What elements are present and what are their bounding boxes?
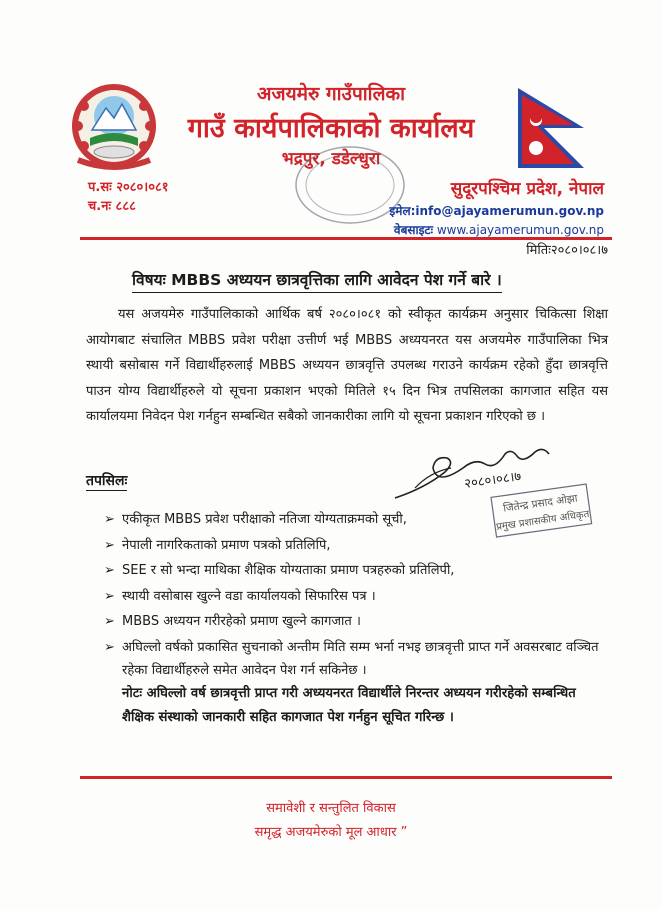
notice-body: [86, 302, 608, 430]
list-item-text: नेपाली नागरिकताको प्रमाण पत्रको प्रतिलिपि,: [122, 537, 331, 553]
arrow-bullet-icon: ➢: [104, 614, 115, 630]
office-location: भद्रपुर, डडेल्धुरा: [281, 149, 381, 169]
signature-date: २०८०।०८।७: [463, 469, 523, 492]
list-item: [104, 636, 614, 682]
arrow-bullet-icon: ➢: [104, 588, 115, 604]
arrow-bullet-icon: ➢: [104, 563, 115, 579]
requirements-list: [104, 508, 614, 685]
list-item: [104, 534, 614, 557]
list-item-text: अघिल्लो वर्षको प्रकासित सुचनाको अन्तीम मिति सम्म भर्ना नभइ छात्रवृत्ती प्राप्त गर्ने अवसरबाट वञ्चित रहेका विद्यार्थीहरुले समेत आवेदन पेश गर्न सकिनेछ ।: [122, 639, 599, 678]
officer-name: जितेन्द्र प्रसाद ओझा: [502, 492, 579, 515]
list-item: [104, 559, 614, 582]
arrow-bullet-icon: ➢: [104, 639, 115, 655]
province-name: सुदूरपश्चिम प्रदेश, नेपाल: [450, 179, 604, 199]
body-paragraph: यस अजयमेरु गाउँपालिकाको आर्थिक बर्ष २०८०।०८१ को स्वीकृत कार्यक्रम अनुसार चिकित्सा शिक्षा आयोगबाट संचालित MBBS प्रवेश परीक्षा उत्तीर्ण भई MBBS अध्ययनरत यस अजयमेरु गाउँपालिका भित्र स्थायी बसोबास गर्ने विद्यार्थीहरुलाई MBBS अध्ययन छात्रवृत्ति उपलब्ध गराउने कार्यक्रम रहेको हुँदा छात्रवृत्ति पाउन योग्य विद्यार्थीहरुले यो सूचना प्रकाशन भएको मितिले १५ दिन भित्र तपसिलका कागजात सहित यस कार्यालयमा निवेदन पेश गर्नहुन सम्बन्धित सबैको जानकारीका लागि यो सूचना प्रकाशन गरिएको छ ।: [86, 307, 608, 424]
list-item-text: MBBS अध्ययन गरीरहेको प्रमाण खुल्ने कागजात ।: [122, 614, 361, 630]
letter-date: मितिः२०८०।०८।७: [526, 243, 608, 258]
dispatch-number: च.नः ८८८: [88, 199, 136, 214]
website-line: [394, 221, 604, 238]
footer-slogan-line2: समृद्ध अजयमेरुको मूल आधार ”: [254, 825, 408, 840]
website-label: वेबसाइटः: [393, 223, 434, 237]
arrow-bullet-icon: ➢: [104, 512, 115, 527]
nepal-flag-icon: [514, 86, 592, 170]
footer-divider: [80, 776, 612, 779]
note-text: नोटः अघिल्लो वर्ष छात्रवृत्ती प्राप्त गरी अध्ययनरत विद्यार्थीले निरन्तर अध्ययन गरीरहेको सम्बन्धित शैक्षिक संस्थाको जानकारी सहित कागजात पेश गर्नहुन सूचित गरिन्छ ।: [122, 686, 576, 725]
subject-line: विषयः MBBS अध्ययन छात्रवृत्तिका लागि आवेदन पेश गर्ने बारे ।: [132, 268, 502, 293]
list-item: [104, 508, 614, 531]
list-item-text: SEE र सो भन्दा माथिका शैक्षिक योग्यताका प्रमाण पत्रहरुको प्रतिलिपी,: [122, 563, 455, 579]
municipality-name: अजयमेरु गाउँपालिका: [256, 83, 406, 105]
list-item: [104, 585, 614, 608]
details-heading: तपसिलः: [86, 473, 128, 489]
email-address: इमेल:info@ajayamerumun.gov.np: [389, 204, 604, 218]
office-name: गाउँ कार्यपालिकाको कार्यालय: [187, 113, 475, 144]
footer-slogan-line1: समावेशी र सन्तुलित विकास: [266, 801, 396, 816]
arrow-bullet-icon: ➢: [104, 537, 115, 553]
list-item: [104, 610, 614, 633]
reference-number: प.सः २०८०।०८१: [88, 180, 169, 195]
list-item-text: स्थायी वसोबास खुल्ने वडा कार्यालयको सिफारिस पत्र ।: [122, 588, 376, 604]
list-item-text: एकीकृत MBBS प्रवेश परीक्षाको नतिजा योग्यताक्रमको सूची,: [122, 512, 407, 527]
officer-title: प्रमुख प्रशासकीय अधिकृत: [495, 508, 591, 533]
website-url: www.ajayamerumun.gov.np: [436, 223, 604, 237]
